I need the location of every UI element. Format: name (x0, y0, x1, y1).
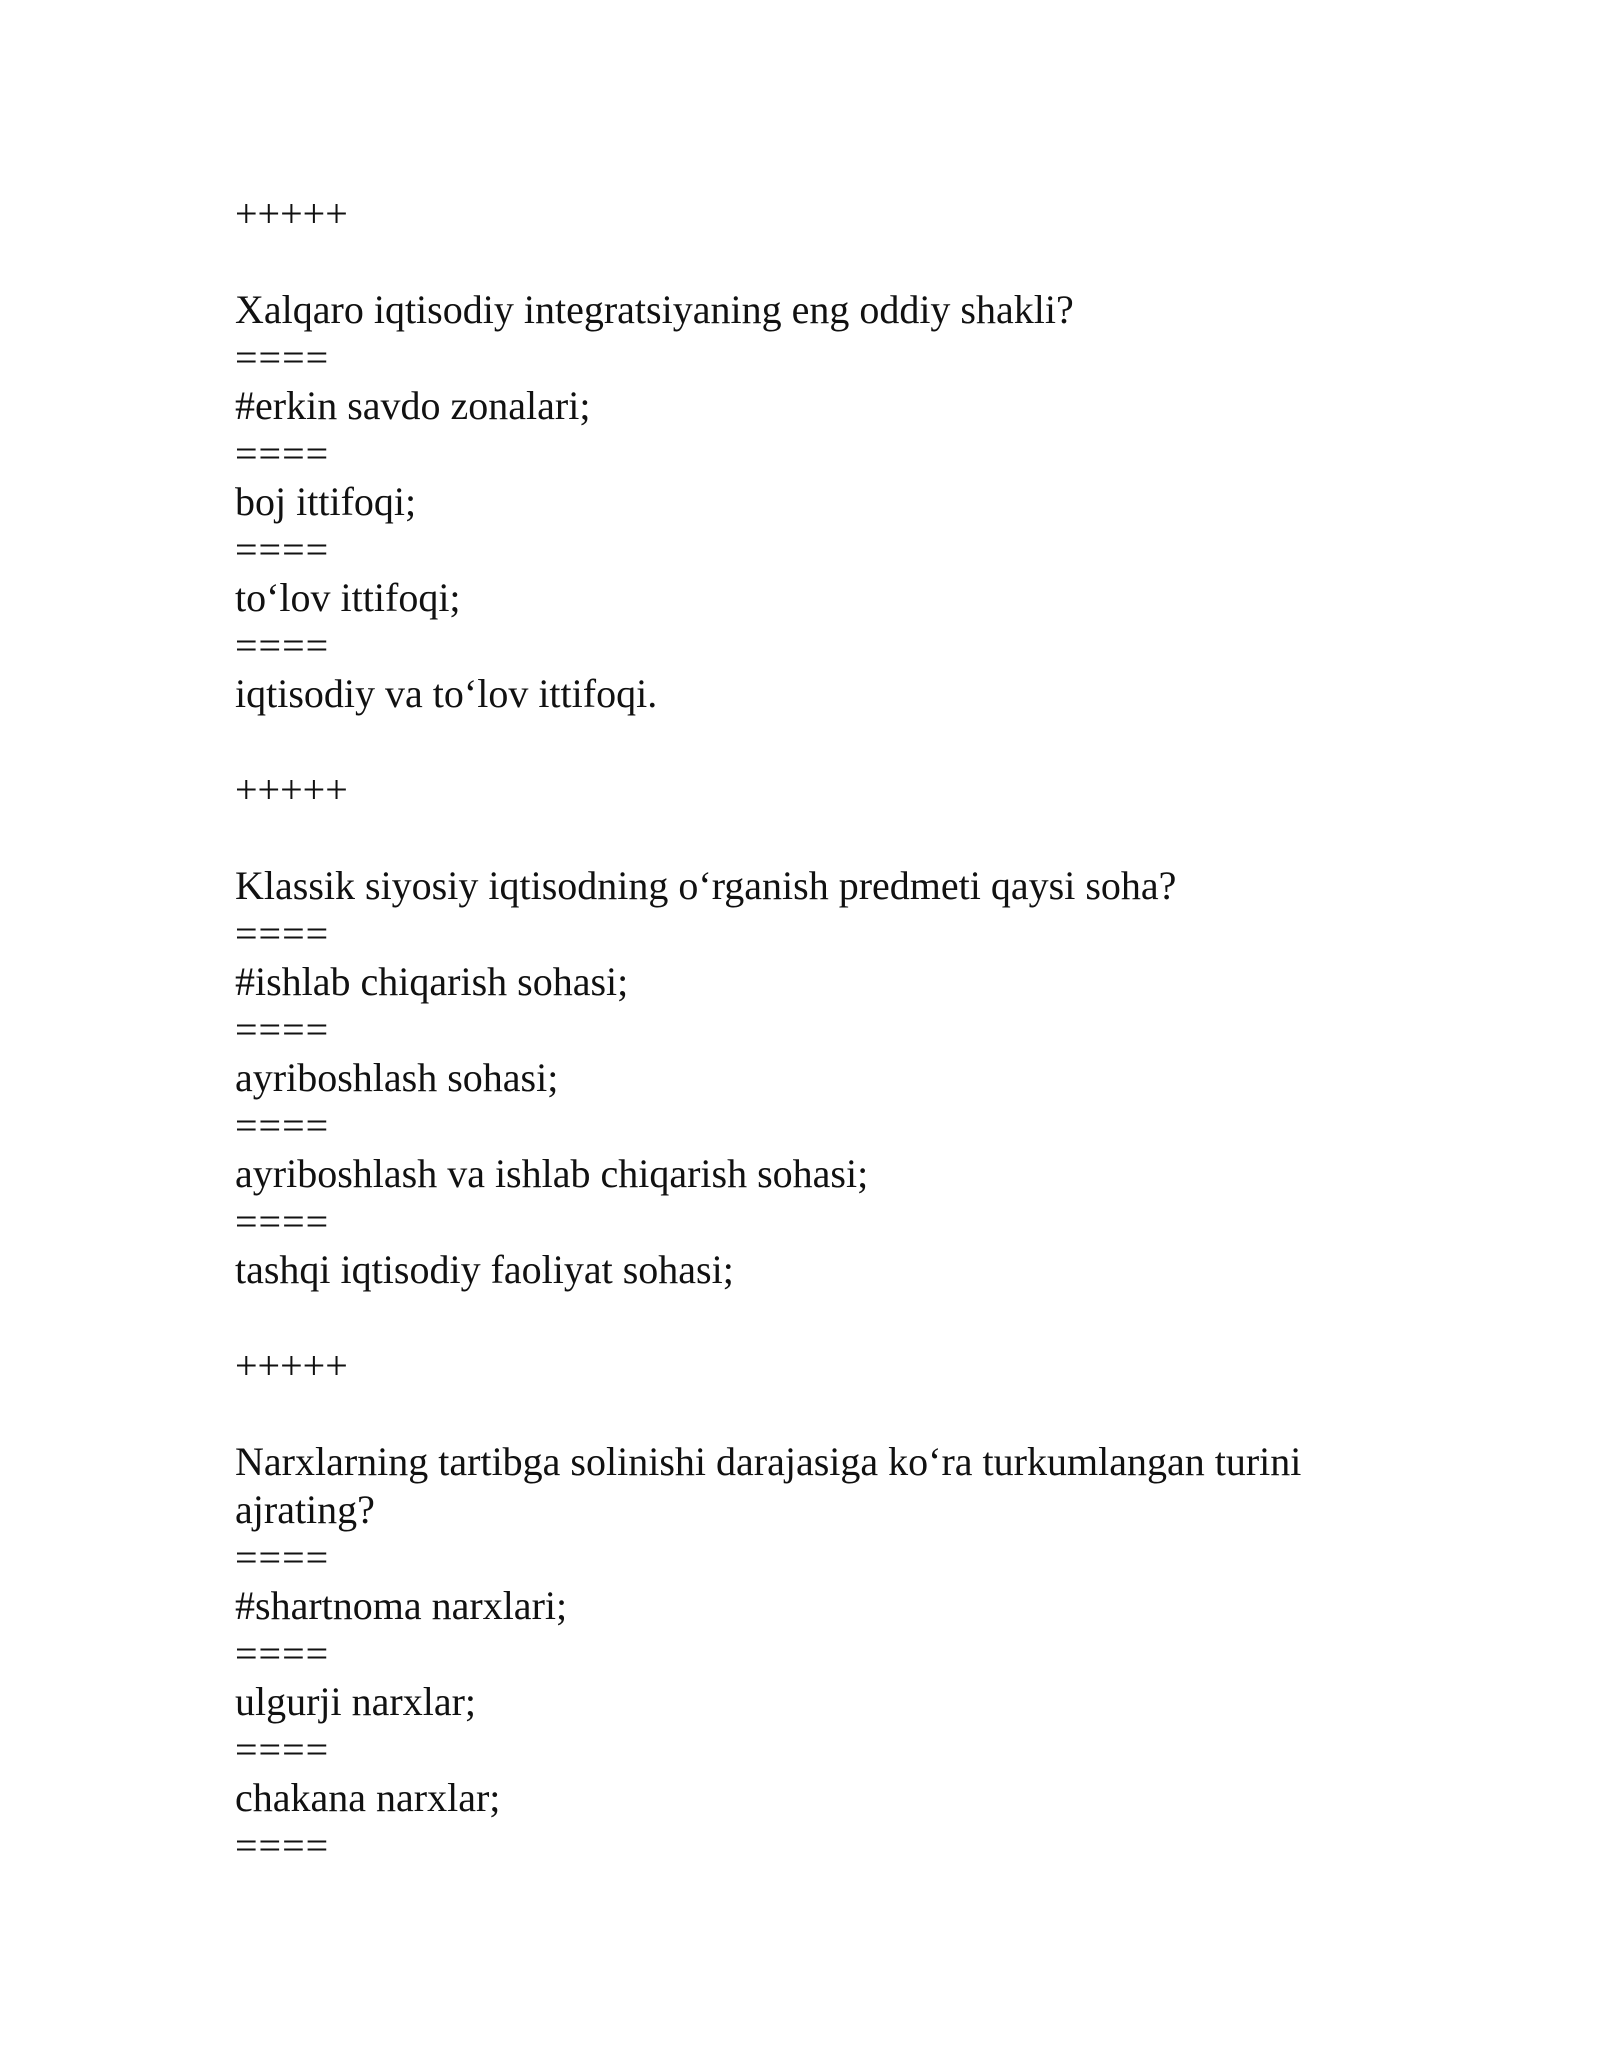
option-separator: ==== (235, 335, 330, 380)
answer-option-correct: #shartnoma narxlari; (235, 1583, 568, 1628)
option-separator: ==== (235, 1103, 330, 1148)
test-questions-text (235, 190, 1415, 1870)
blank-line (235, 238, 1415, 286)
answer-option: chakana narxlar; (235, 1775, 501, 1820)
option-separator: ==== (235, 1535, 330, 1580)
question-text: Narxlarning tartibga solinishi darajasiga ko‘ra turkumlangan turini ajrating? (235, 1439, 1312, 1532)
answer-option: tashqi iqtisodiy faoliyat sohasi; (235, 1247, 734, 1292)
option-separator: ==== (235, 911, 330, 956)
option-separator: ==== (235, 623, 330, 668)
blank-line (235, 814, 1415, 862)
answer-option: to‘lov ittifoqi; (235, 575, 461, 620)
option-separator: ==== (235, 1727, 330, 1772)
blank-line (235, 718, 1415, 766)
block-marker: +++++ (235, 1343, 348, 1388)
answer-option: ayriboshlash va ishlab chiqarish sohasi; (235, 1151, 869, 1196)
answer-option: iqtisodiy va to‘lov ittifoqi. (235, 671, 658, 716)
blank-line (235, 1294, 1415, 1342)
answer-option: ulgurji narxlar; (235, 1679, 477, 1724)
question-text: Xalqaro iqtisodiy integratsiyaning eng oddiy shakli? (235, 287, 1074, 332)
answer-option: ayriboshlash sohasi; (235, 1055, 559, 1100)
answer-option-correct: #erkin savdo zonalari; (235, 383, 591, 428)
option-separator: ==== (235, 1007, 330, 1052)
option-separator: ==== (235, 1199, 330, 1244)
question-text: Klassik siyosiy iqtisodning o‘rganish predmeti qaysi soha? (235, 863, 1177, 908)
answer-option-correct: #ishlab chiqarish sohasi; (235, 959, 629, 1004)
block-marker: +++++ (235, 767, 348, 812)
block-marker: +++++ (235, 191, 348, 236)
option-separator: ==== (235, 1823, 330, 1868)
answer-option: boj ittifoqi; (235, 479, 417, 524)
option-separator: ==== (235, 431, 330, 476)
option-separator: ==== (235, 1631, 330, 1676)
option-separator: ==== (235, 527, 330, 572)
blank-line (235, 1390, 1415, 1438)
